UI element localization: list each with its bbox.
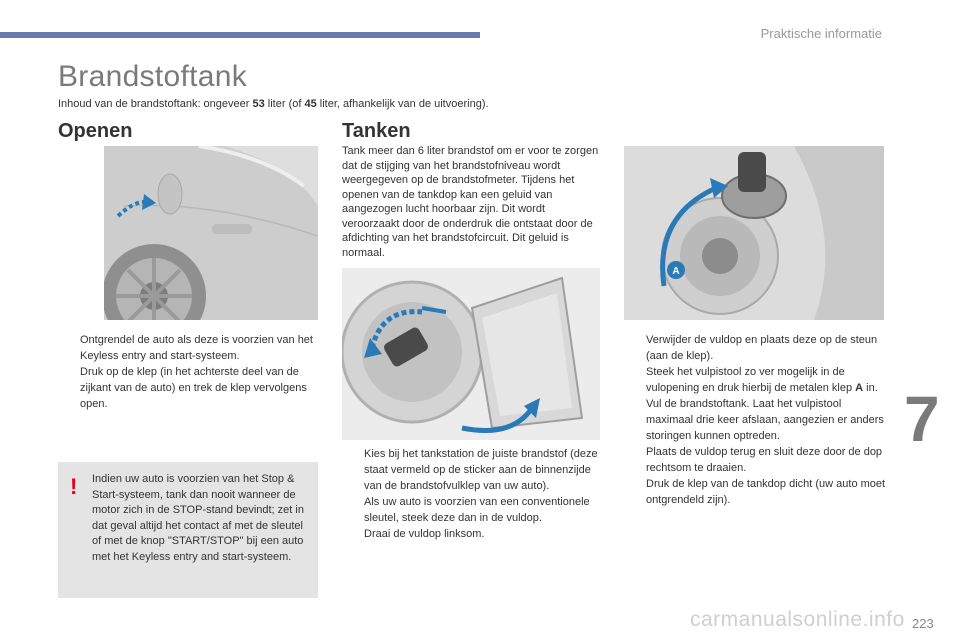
tanken-list [342, 446, 604, 542]
list-item: Als uw auto is voorzien van een conventionele sleutel, steek deze dan in de vuldop. [364, 496, 590, 524]
illustration-filler-neck [624, 146, 884, 320]
list-item: Ontgrendel de auto als deze is voorzien van het Keyless entry and start-systeem. [80, 334, 313, 362]
intro-text: Inhoud van de brandstoftank: ongeveer 53 liter (of 45 liter, afhankelijk van de uitvoering). [58, 98, 489, 110]
warning-text: Indien uw auto is voorzien van het Stop & Start-systeem, tank dan nooit wanneer de motor zich in de STOP-stand bevindt; zet in dat geval altijd het contact af met de sleutel of met de knop "START/STOP" bij een auto met het Keyless entry and start-systeem. [92, 473, 304, 563]
illustration-fuel-flap [104, 146, 318, 320]
page-number: 223 [912, 616, 934, 631]
warning-icon: ! [70, 474, 78, 499]
heading-openen: Openen [58, 120, 133, 142]
list-item: Vul de brandstoftank. Laat het vulpistool maximaal drie keer afslaan, aangezien er anders storingen kunnen optreden. [646, 398, 884, 442]
section-title: Praktische informatie [760, 26, 882, 41]
openen-list [58, 332, 316, 412]
heading-tanken: Tanken [342, 120, 411, 142]
list-item: Steek het vulpistool zo ver mogelijk in de vulopening en druk hierbij de metalen klep A in. [646, 366, 878, 394]
tanken-list-right [624, 332, 888, 508]
list-item: Verwijder de vuldop en plaats deze op de steun (aan de klep). [646, 334, 878, 362]
illustration-fuel-cap [342, 268, 600, 440]
list-item: Draai de vuldop linksom. [364, 528, 485, 540]
page-title: Brandstoftank [58, 60, 248, 93]
header-accent-bar [0, 32, 480, 38]
label-a: A [672, 266, 680, 277]
list-item: Druk de klep van de tankdop dicht (uw auto moet ontgrendeld zijn). [646, 478, 886, 506]
chapter-number: 7 [904, 383, 940, 455]
warning-box [58, 462, 318, 598]
list-item: Kies bij het tankstation de juiste brandstof (deze staat vermeld op de sticker aan de binnenzijde van de brandstofvulklep van uw auto). [364, 448, 598, 492]
tanken-paragraph: Tank meer dan 6 liter brandstof om er voor te zorgen dat de stijging van het brandstofniveau wordt weergegeven op de brandstofmeter. Tijdens het openen van de tankdop kan een geluid van aangezogen lucht hoorbaar zijn. Dit wordt veroorzaakt door de onderdruk die ontstaat door de afdichting van het brandstofcircuit. Dit geluid is normaal. [342, 145, 599, 259]
watermark: carmanualsonline.info [690, 608, 905, 631]
list-item: Druk op de klep (in het achterste deel van de zijkant van de auto) en trek de klep vervolgens open. [80, 366, 307, 410]
list-item: Plaats de vuldop terug en sluit deze door de dop rechtsom te draaien. [646, 446, 883, 474]
